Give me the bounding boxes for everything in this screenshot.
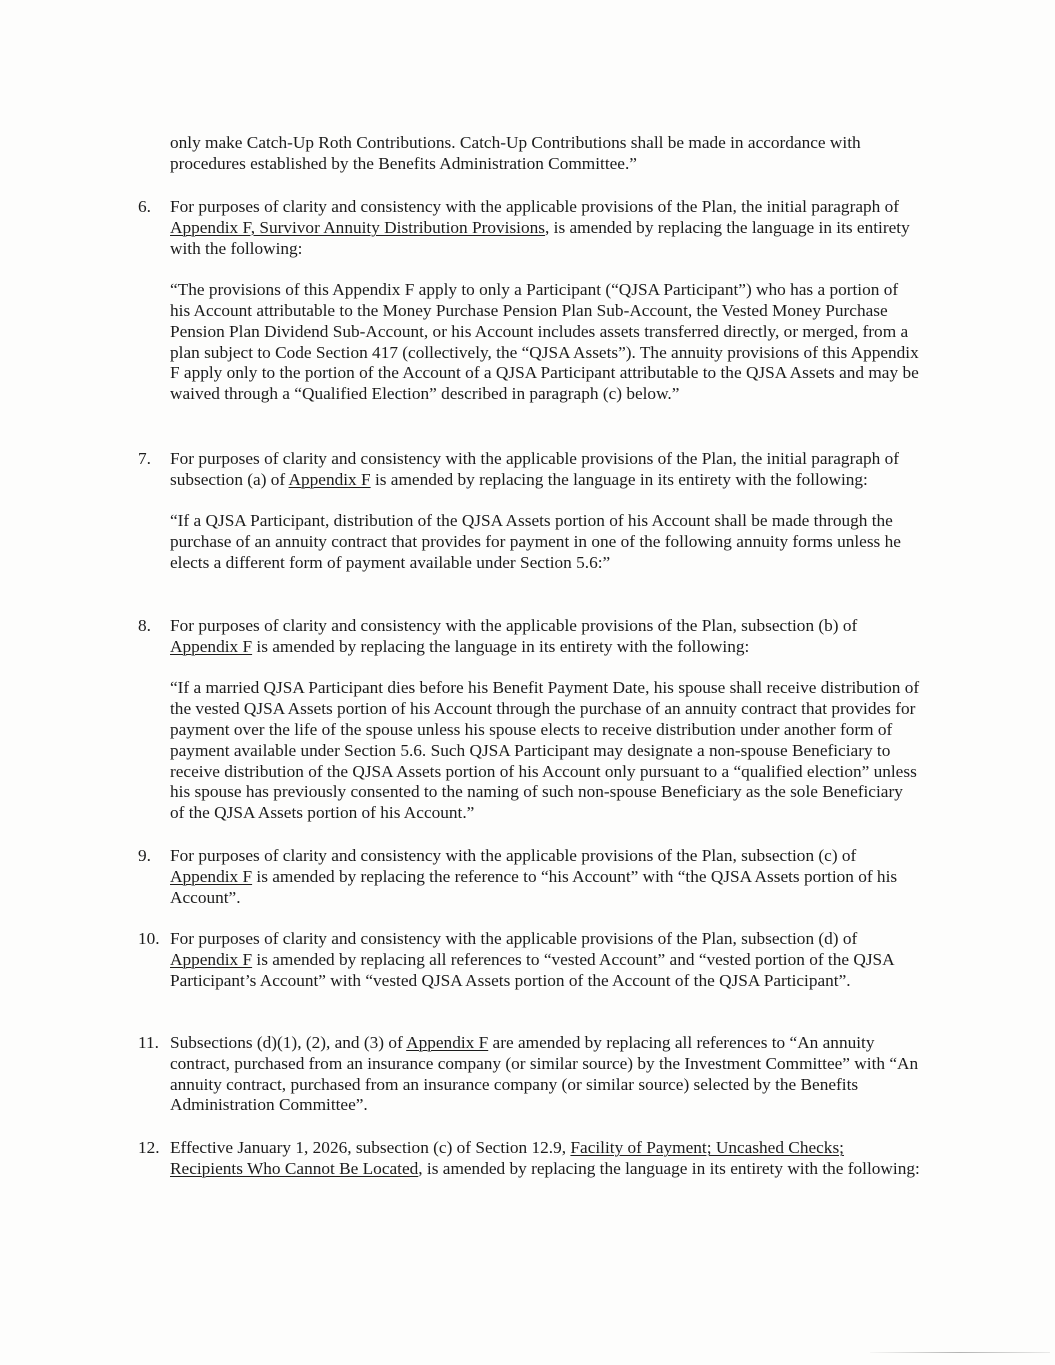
item-number: 11. bbox=[138, 1033, 159, 1052]
item-number: 8. bbox=[138, 616, 151, 635]
item-text: Effective January 1, 2026, subsection (c) of Section 12.9, Facility of Payment; Uncashed Checks; Recipients Who Cannot Be Located, is amended by replacing the language in its entirety with the following: bbox=[170, 1138, 920, 1178]
item-number: 12. bbox=[138, 1138, 160, 1157]
amendment-item-6 bbox=[138, 197, 920, 405]
item-number: 10. bbox=[138, 929, 160, 948]
item-quote: “If a QJSA Participant, distribution of the QJSA Assets portion of his Account shall be made through the purchase of an annuity contract that provides for payment in one of the following annuity forms unless he elects a different form of payment available under Section 5.6:” bbox=[170, 511, 901, 572]
amendment-item-12 bbox=[138, 1138, 920, 1180]
item-text: For purposes of clarity and consistency with the applicable provisions of the Plan, subsection (b) of Appendix F is amended by replacing the language in its entirety with the following: bbox=[170, 616, 858, 656]
scan-artifact-line bbox=[870, 1352, 1050, 1353]
item-reference-link: Appendix F bbox=[170, 949, 253, 969]
item-text: For purposes of clarity and consistency with the applicable provisions of the Plan, the initial paragraph of subsection (a) of Appendix F is amended by replacing the language in its entirety with the following: bbox=[170, 449, 899, 489]
item-number: 6. bbox=[138, 197, 151, 216]
item-quote: “If a married QJSA Participant dies before his Benefit Payment Date, his spouse shall receive distribution of the vested QJSA Assets portion of his Account through the purchase of an annuity contract that provides for payment over the life of the spouse unless his spouse elects to receive distribution under another form of payment available under Section 5.6. Such QJSA Participant may designate a non-spouse Beneficiary to receive distribution of the QJSA Assets portion of his Account only pursuant to a “qualified election” unless his spouse has previously consented to the naming of such non-spouse Beneficiary as the sole Beneficiary of the QJSA Assets portion of his Account.” bbox=[170, 678, 920, 823]
item-number: 9. bbox=[138, 846, 151, 865]
amendment-item-8 bbox=[138, 616, 920, 824]
item-reference-link: Appendix F bbox=[288, 469, 371, 489]
item-reference-link: Appendix F bbox=[170, 636, 253, 656]
item-text: Subsections (d)(1), (2), and (3) of Appendix F are amended by replacing all references to “An annuity contract, purchased from an insurance company (or similar source) by the Investment Committee” with “An annuity contract, purchased from an insurance company (or similar source) selected by the Benefits Administration Committee”. bbox=[170, 1033, 919, 1115]
item-quote: “The provisions of this Appendix F apply to only a Participant (“QJSA Participant”) who has a portion of his Account attributable to the Money Purchase Pension Plan Sub-Account, the Vested Money Purchase Pension Plan Dividend Sub-Account, or his Account includes assets transferred directly, or merged, from a plan subject to Code Section 417 (collectively, the “QJSA Assets”). The annuity provisions of this Appendix F apply only to the portion of the Account of a QJSA Participant attributable to the QJSA Assets and may be waived through a “Qualified Election” described in paragraph (c) below.” bbox=[170, 280, 919, 404]
item-text: For purposes of clarity and consistency with the applicable provisions of the Plan, subsection (c) of Appendix F is amended by replacing the reference to “his Account” with “the QJSA Assets portion of his Account”. bbox=[170, 846, 898, 907]
item-number: 7. bbox=[138, 449, 151, 468]
amendment-item-11 bbox=[138, 1033, 920, 1116]
item-reference-link: Appendix F, Survivor Annuity Distribution Provisions bbox=[170, 217, 545, 237]
amendment-item-10 bbox=[138, 929, 920, 991]
item-reference-link: Appendix F bbox=[170, 866, 253, 886]
item-reference-link: Appendix F bbox=[406, 1033, 489, 1052]
item-reference-link: Facility of Payment; Uncashed Checks; Recipients Who Cannot Be Located bbox=[170, 1138, 844, 1178]
continuation-paragraph: only make Catch-Up Roth Contributions. Catch-Up Contributions shall be made in accordance with procedures established by the Benefits Administration Committee.” bbox=[170, 133, 861, 173]
amendment-item-7 bbox=[138, 449, 920, 574]
item-text: For purposes of clarity and consistency with the applicable provisions of the Plan, the initial paragraph of Appendix F, Survivor Annuity Distribution Provisions, is amended by replacing the language in its entirety with the following: bbox=[170, 197, 910, 258]
amendment-item-9 bbox=[138, 846, 920, 908]
item-text: For purposes of clarity and consistency with the applicable provisions of the Plan, subsection (d) of Appendix F is amended by replacing all references to “vested Account” and “vested portion of the QJSA Participant’s Account” with “vested QJSA Assets portion of the Account of the QJSA Participant”. bbox=[170, 929, 894, 990]
